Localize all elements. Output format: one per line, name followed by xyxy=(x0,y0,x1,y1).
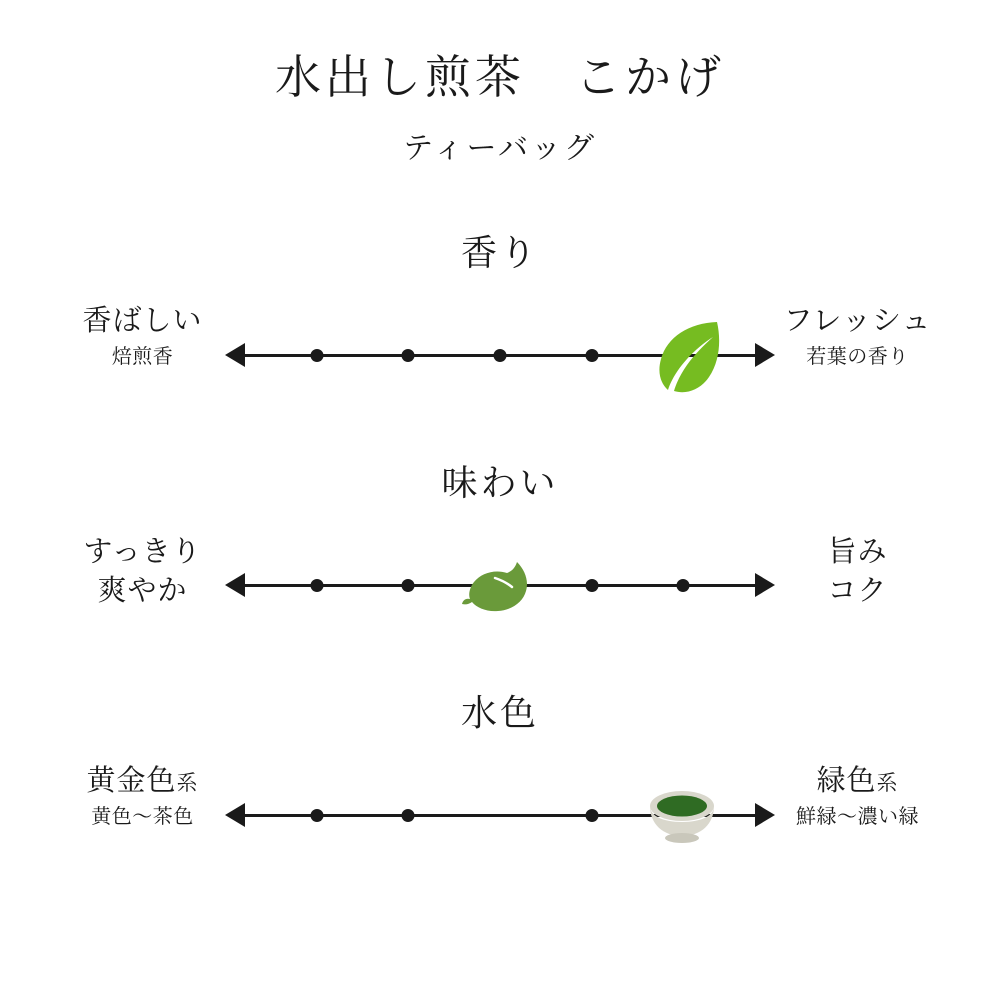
axis-tick xyxy=(494,349,507,362)
header xyxy=(0,0,1000,167)
scale-left-main2-taste: 爽やか xyxy=(97,575,188,608)
scale-row-aroma xyxy=(0,277,1000,407)
scale-right-main2-taste: コク xyxy=(827,575,888,608)
scale-left-main-color-suffix: 系 xyxy=(176,771,199,796)
axis-arrow-left-icon xyxy=(225,803,245,827)
scale-list xyxy=(0,229,1000,919)
axis-tick xyxy=(310,809,323,822)
scale-left-main-color xyxy=(35,763,250,799)
scale-right-main-aroma: フレッシュ xyxy=(783,305,932,338)
scale-heading-aroma: 香り xyxy=(460,233,539,274)
scale-heading-taste: 味わい xyxy=(441,463,559,504)
page-subtitle: ティーバッグ xyxy=(402,132,598,166)
scale-block-taste xyxy=(0,459,1000,689)
scale-block-aroma xyxy=(0,229,1000,459)
scale-axis-color xyxy=(225,795,775,835)
axis-tick xyxy=(585,349,598,362)
scale-axis-taste xyxy=(225,565,775,605)
scale-left-label-color xyxy=(35,763,250,830)
axis-tick xyxy=(677,579,690,592)
scale-row-taste xyxy=(0,507,1000,637)
scale-right-sub-color: 鮮緑〜濃い緑 xyxy=(796,806,919,829)
axis-tick xyxy=(310,579,323,592)
scale-right-label-color xyxy=(750,763,965,830)
scale-left-main-aroma: 香ばしい xyxy=(82,305,203,338)
page-title: 水出し煎茶 こかげ xyxy=(275,52,725,103)
scale-right-main-color-suffix: 系 xyxy=(876,771,899,796)
scale-heading-color: 水色 xyxy=(460,693,539,734)
scale-row-color xyxy=(0,737,1000,867)
scale-axis-aroma xyxy=(225,335,775,375)
scale-right-main-color xyxy=(750,763,965,799)
axis-tick xyxy=(310,349,323,362)
axis-tick xyxy=(585,579,598,592)
axis-tick xyxy=(402,809,415,822)
scale-right-main-color-text: 緑色 xyxy=(816,765,877,798)
scale-right-sub-aroma: 若葉の香り xyxy=(806,346,909,369)
scale-left-sub-aroma: 焙煎香 xyxy=(111,346,174,369)
scale-left-label-aroma xyxy=(35,303,250,370)
scale-right-label-taste xyxy=(750,533,965,611)
axis-tick xyxy=(585,809,598,822)
scale-right-main-taste: 旨み xyxy=(827,536,888,569)
scale-block-color xyxy=(0,689,1000,919)
axis-tick xyxy=(402,579,415,592)
scale-right-label-aroma xyxy=(750,303,965,370)
axis-arrow-left-icon xyxy=(225,573,245,597)
scale-left-sub-color: 黄色〜茶色 xyxy=(91,806,194,829)
scale-left-main-taste: すっきり xyxy=(83,536,202,569)
scale-left-main-color-text: 黄金色 xyxy=(86,765,177,798)
axis-tick xyxy=(402,349,415,362)
axis-arrow-left-icon xyxy=(225,343,245,367)
scale-left-label-taste xyxy=(35,533,250,611)
